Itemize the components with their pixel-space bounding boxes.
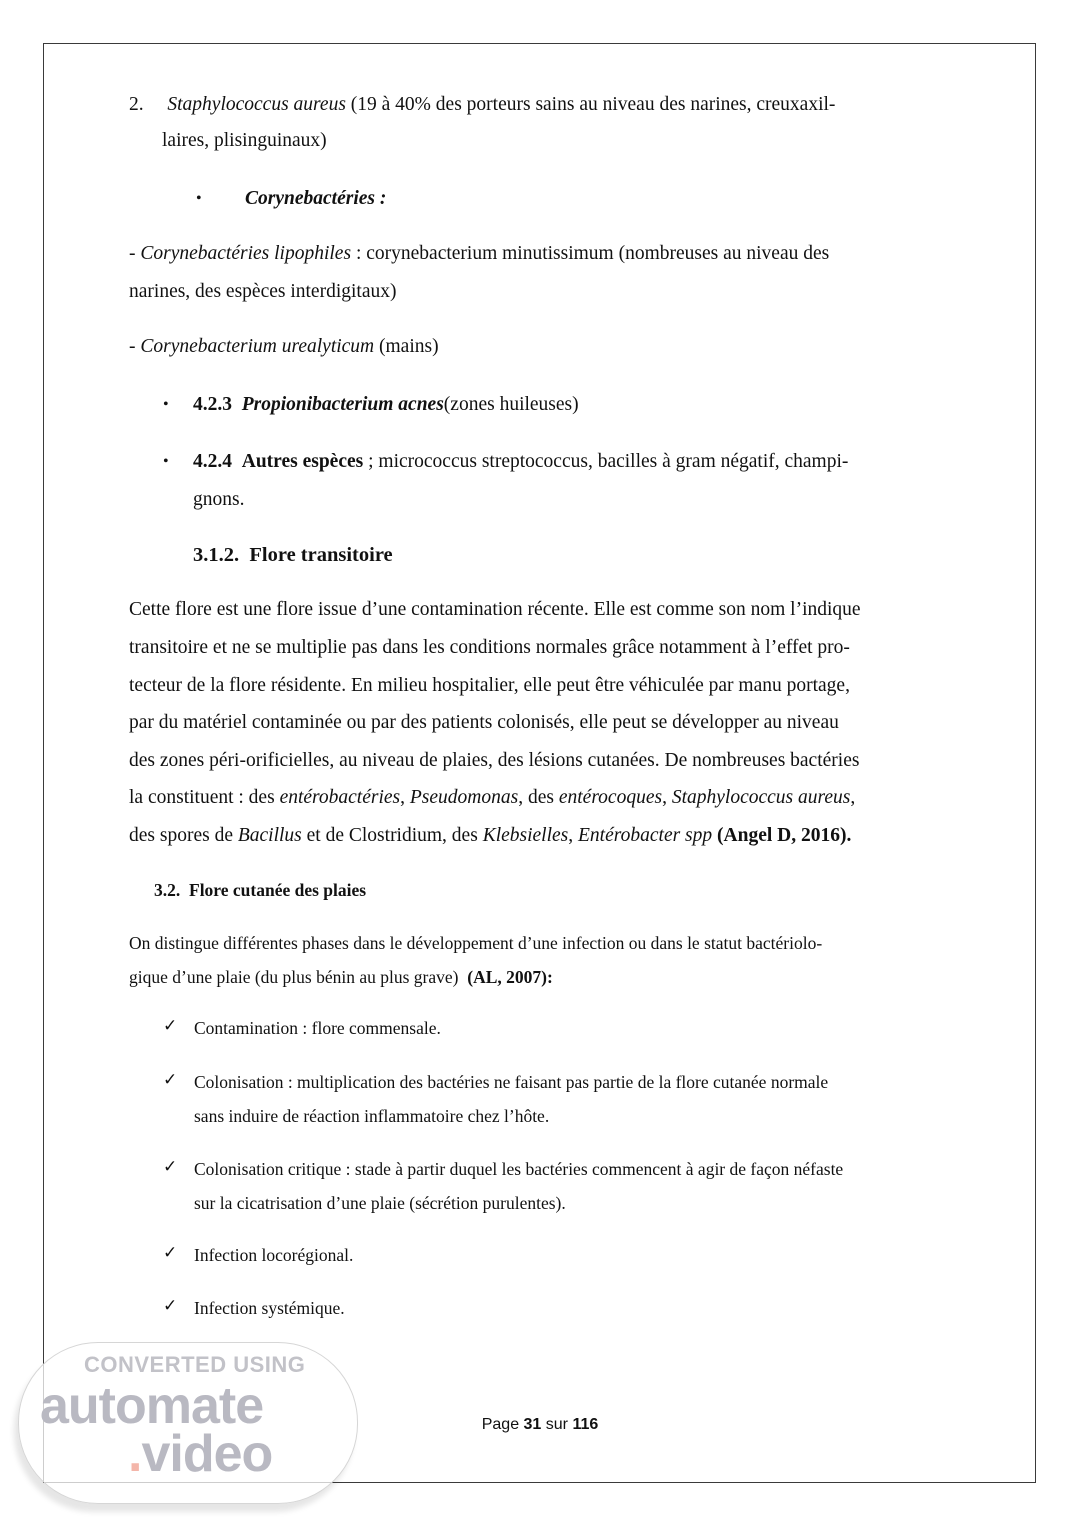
watermark-brand: automate	[40, 1377, 264, 1435]
checkmark-icon: ✓	[163, 1296, 178, 1315]
watermark-dot: .	[128, 1425, 142, 1483]
paragraph-line: Cette flore est une flore issue d’une contamination récente. Elle est comme son nom l’indique	[129, 599, 861, 620]
paragraph-text: : corynebacterium minutissimum (nombreuses au niveau des	[351, 243, 830, 264]
section-number: 4.2.4	[193, 451, 232, 472]
list-number: 2.	[129, 94, 144, 115]
citation: (AL, 2007):	[467, 967, 553, 987]
text: ,	[662, 787, 672, 808]
species-name: Propionibacterium acnes	[241, 394, 444, 415]
item-text-continued: laires, plisinguinaux)	[162, 130, 327, 151]
list-item-staphylococcus	[129, 88, 835, 122]
total-pages: 116	[572, 1416, 599, 1433]
paragraph-line: par du matériel contaminée ou par des patients colonisés, elle peut se développer au niveau	[129, 712, 839, 733]
text: ,	[850, 787, 856, 808]
species-name: Klebsielles	[482, 825, 569, 846]
text: des spores de	[129, 825, 238, 846]
dash: -	[129, 243, 141, 264]
page-prefix: Page	[481, 1416, 524, 1433]
list-item-4-2-3	[193, 388, 579, 422]
phase-item-colonisation-critique: Colonisation critique : stade à partir duquel les bactéries commencent à agir de façon néfaste	[194, 1159, 844, 1179]
page-separator: sur	[541, 1416, 573, 1433]
dash: -	[129, 336, 141, 357]
heading-3-1-2	[193, 538, 393, 572]
checkmark-icon: ✓	[163, 1070, 178, 1089]
heading-3-2	[154, 875, 366, 905]
species-name: entérobactéries	[279, 787, 401, 808]
text: , des	[518, 787, 559, 808]
text: et de Clostridium, des	[301, 825, 483, 846]
text: ,	[400, 787, 410, 808]
item-text: (19 à 40% des porteurs sains au niveau des narines, creuxaxil-	[345, 94, 836, 115]
text: ,	[568, 825, 579, 846]
paragraph-urealyticum	[129, 330, 439, 364]
checkmark-icon: ✓	[163, 1016, 178, 1035]
watermark-brand-suffix	[128, 1424, 272, 1484]
bullet-icon: •	[196, 190, 202, 207]
paragraph-text-continued: narines, des espèces interdigitaux)	[129, 281, 397, 302]
paragraph-text: (mains)	[374, 336, 439, 357]
watermark-caption: CONVERTED USING	[84, 1352, 306, 1377]
item-text: ; micrococcus streptococcus, bacilles à gram négatif, champi-	[363, 451, 849, 472]
species-name: Corynebacterium urealyticum	[140, 336, 375, 357]
phase-item-contamination: Contamination : flore commensale.	[194, 1018, 441, 1038]
text: la constituent : des	[129, 787, 280, 808]
phase-item-infection-locoregional: Infection locorégional.	[194, 1245, 354, 1265]
species-name: Staphylococcus aureus	[167, 94, 346, 115]
item-text-continued: gnons.	[193, 489, 245, 510]
list-item-4-2-4	[193, 445, 848, 479]
watermark-video: video	[141, 1425, 273, 1483]
section-number: 3.1.2.	[193, 544, 240, 566]
paragraph-lipophiles	[129, 237, 829, 271]
species-name: Bacillus	[237, 825, 302, 846]
current-page: 31	[523, 1416, 542, 1433]
paragraph-line	[129, 781, 855, 815]
bullet-icon: •	[163, 453, 169, 470]
checkmark-icon: ✓	[163, 1243, 178, 1262]
section-title: Flore transitoire	[249, 544, 393, 566]
species-name: Entérobacter spp	[578, 825, 713, 846]
section-number: 4.2.3	[193, 394, 232, 415]
species-name: Corynebactéries lipophiles	[140, 243, 352, 264]
species-name: entérocoques	[558, 787, 663, 808]
species-name: Staphylococcus aureus	[671, 787, 851, 808]
citation: (Angel D, 2016).	[717, 825, 852, 846]
item-label: Autres espèces	[241, 451, 364, 472]
paragraph-line	[129, 962, 553, 992]
item-text: (zones huileuses)	[443, 394, 579, 415]
paragraph-line: transitoire et ne se multiplie pas dans les conditions normales grâce notamment à l’effet pro-	[129, 637, 850, 658]
section-title: Flore cutanée des plaies	[189, 880, 367, 900]
phase-item-colonisation-continued: sans induire de réaction inflammatoire chez l’hôte.	[194, 1106, 550, 1126]
species-name: Pseudomonas	[409, 787, 519, 808]
subheading-corynebacteries: Corynebactéries :	[245, 188, 387, 209]
paragraph-line: On distingue différentes phases dans le développement d’une infection ou dans le statut bactériolo-	[129, 933, 823, 953]
paragraph-line: des zones péri-orificielles, au niveau de plaies, des lésions cutanées. De nombreuses bactéries	[129, 750, 860, 771]
phase-item-colonisation-critique-continued: sur la cicatrisation d’une plaie (sécrétion purulentes).	[194, 1193, 566, 1213]
paragraph-line: tecteur de la flore résidente. En milieu hospitalier, elle peut être véhiculée par manu portage,	[129, 675, 850, 696]
bullet-icon: •	[163, 396, 169, 413]
section-number: 3.2.	[154, 880, 181, 900]
phase-item-colonisation: Colonisation : multiplication des bactéries ne faisant pas partie de la flore cutanée normale	[194, 1072, 829, 1092]
phase-item-infection-systemique: Infection systémique.	[194, 1298, 345, 1318]
text: gique d’une plaie (du plus bénin au plus grave)	[129, 967, 468, 987]
checkmark-icon: ✓	[163, 1157, 178, 1176]
paragraph-line	[129, 819, 851, 853]
